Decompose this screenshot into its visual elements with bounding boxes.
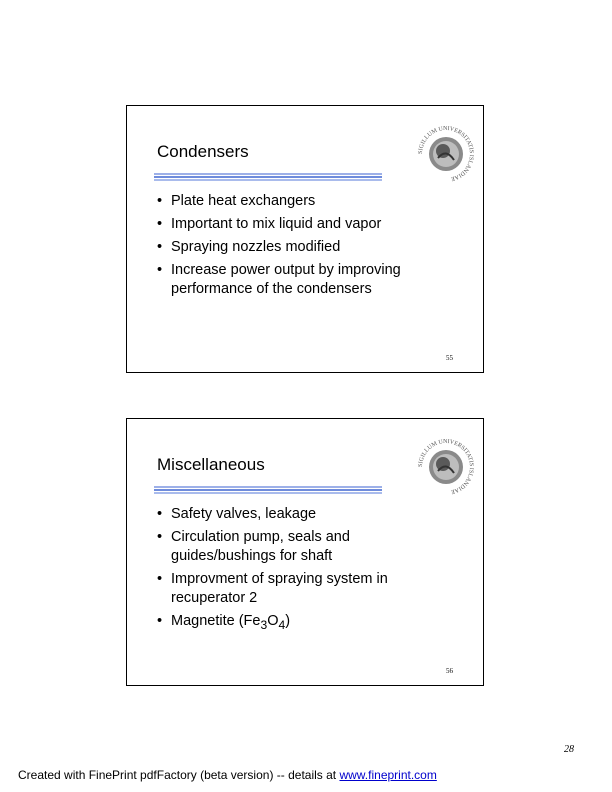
subscript: 4 [278,617,286,632]
slide-title: Condensers [157,142,249,161]
magnetite-mid: O [267,613,279,629]
university-seal-icon [412,437,480,495]
slide-condensers [126,105,484,373]
slide-number: 56 [446,667,453,675]
list-item: • Safety valves, leakage [157,505,457,524]
footer-text: Created with FinePrint pdfFactory (beta version) -- details at [18,768,340,782]
page-number: 28 [564,744,574,755]
subscript: 3 [260,617,268,632]
list-item: • Increase power output by improving performance of the condensers [157,261,457,299]
slide-number: 55 [446,354,453,362]
university-seal-icon [412,124,480,182]
seal-text: SIGILLUM UNIVERSITATIS ISLANDIAE [417,438,475,495]
title-rule [154,486,382,495]
title-rule [154,173,382,182]
footer [18,768,437,782]
list-item: • Circulation pump, seals and guides/bushings for shaft [157,528,457,566]
list-item: • Plate heat exchangers [157,192,457,211]
seal-text: SIGILLUM UNIVERSITATIS ISLANDIAE [417,125,475,182]
slide-title: Miscellaneous [157,455,265,474]
bullet-list [157,505,457,639]
slide-miscellaneous [126,418,484,686]
list-item: • Improvment of spraying system in recuperator 2 [157,570,457,608]
list-item-magnetite [157,612,457,635]
magnetite-suffix: ) [285,613,291,629]
bullet-list [157,192,457,303]
fineprint-link[interactable]: www.fineprint.com [339,768,437,782]
list-item: • Spraying nozzles modified [157,238,457,257]
list-item: • Important to mix liquid and vapor [157,215,457,234]
magnetite-prefix: Magnetite (Fe [171,613,261,629]
